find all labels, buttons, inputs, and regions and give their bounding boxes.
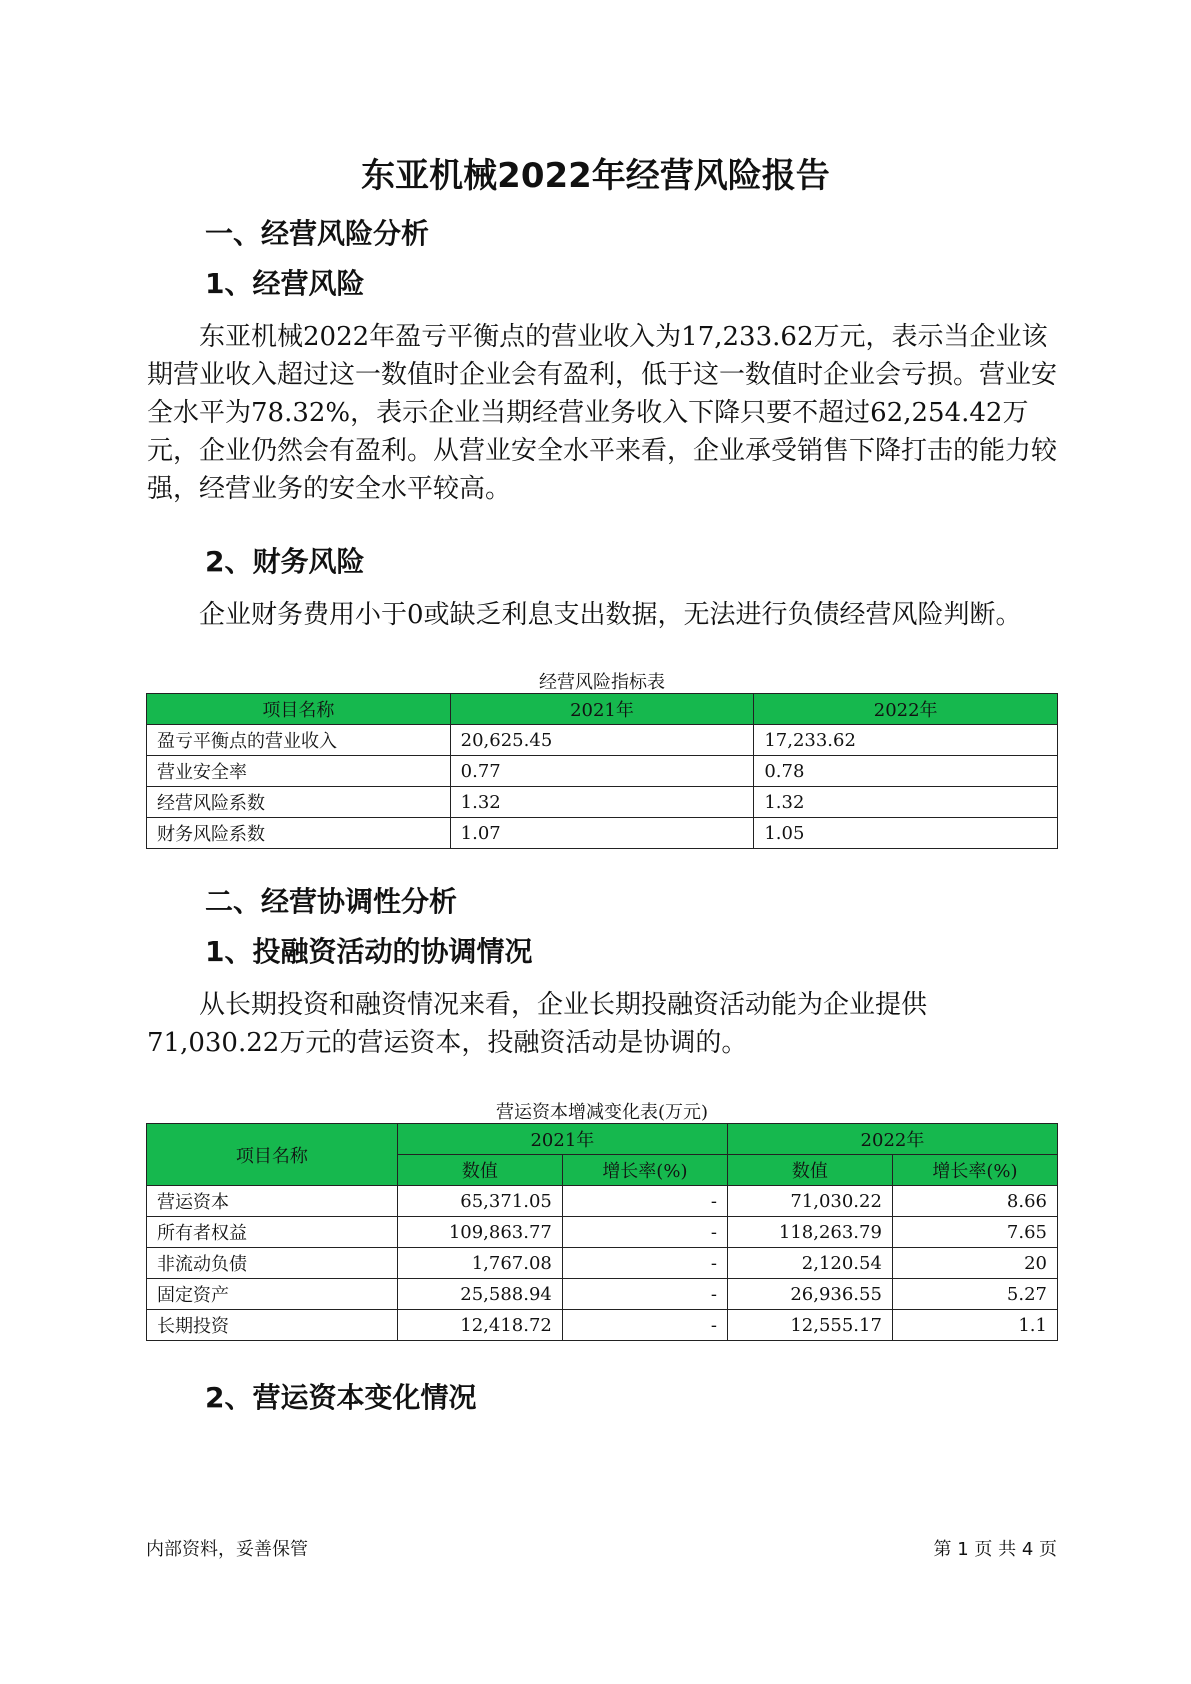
row-label: 财务风险系数 xyxy=(147,818,451,849)
table-row xyxy=(147,725,1058,756)
row-value-2021: 0.77 xyxy=(450,756,754,787)
row-value-2022: 0.78 xyxy=(754,756,1058,787)
row-value-2021: 109,863.77 xyxy=(397,1217,562,1248)
row-rate-2022: 20 xyxy=(892,1248,1057,1279)
header-item-name: 项目名称 xyxy=(147,1124,398,1186)
row-value-2022: 1.05 xyxy=(754,818,1058,849)
table-row xyxy=(147,756,1058,787)
subsection-heading-1-1: 1、经营风险 xyxy=(205,267,365,300)
risk-indicator-table xyxy=(146,693,1058,849)
subheader-value-2021: 数值 xyxy=(397,1155,562,1186)
row-rate-2022: 1.1 xyxy=(892,1310,1057,1341)
subheader-value-2022: 数值 xyxy=(727,1155,892,1186)
header-year-2022: 2022年 xyxy=(727,1124,1057,1155)
table-caption-working-capital: 营运资本增减变化表(万元) xyxy=(495,1102,709,1123)
row-rate-2021: - xyxy=(562,1310,727,1341)
paragraph-operating-risk: 东亚机械2022年盈亏平衡点的营业收入为17,233.62万元，表示当企业该期营业收入超过这一数值时企业会有盈利，低于这一数值时企业会亏损。营业安全水平为78.32%，表示企业当期经营业务收入下降只要不超过62,254.42万元，企业仍然会有盈利。从营业安全水平来看，企业承受销售下降打击的能力较强，经营业务的安全水平较高。 xyxy=(147,322,1058,504)
row-label: 长期投资 xyxy=(147,1310,398,1341)
row-value-2021: 1.32 xyxy=(450,787,754,818)
subsection-heading-2-1: 1、投融资活动的协调情况 xyxy=(205,935,533,968)
header-item-name: 项目名称 xyxy=(147,694,451,725)
row-value-2022: 2,120.54 xyxy=(727,1248,892,1279)
row-value-2021: 12,418.72 xyxy=(397,1310,562,1341)
header-year-2021: 2021年 xyxy=(397,1124,727,1155)
table-row xyxy=(147,1248,1058,1279)
table-row xyxy=(147,818,1058,849)
row-rate-2021: - xyxy=(562,1279,727,1310)
table-row xyxy=(147,1217,1058,1248)
section-heading-1: 一、经营风险分析 xyxy=(205,217,430,250)
table-row xyxy=(147,787,1058,818)
row-label: 经营风险系数 xyxy=(147,787,451,818)
row-value-2022: 71,030.22 xyxy=(727,1186,892,1217)
paragraph-investment-financing: 从长期投资和融资情况来看，企业长期投融资活动能为企业提供71,030.22万元的营运资本，投融资活动是协调的。 xyxy=(147,990,928,1058)
row-label: 营运资本 xyxy=(147,1186,398,1217)
row-value-2021: 1,767.08 xyxy=(397,1248,562,1279)
row-value-2021: 20,625.45 xyxy=(450,725,754,756)
table-row xyxy=(147,1310,1058,1341)
row-rate-2022: 5.27 xyxy=(892,1279,1057,1310)
table-header-row xyxy=(147,694,1058,725)
row-value-2022: 1.32 xyxy=(754,787,1058,818)
row-label: 盈亏平衡点的营业收入 xyxy=(147,725,451,756)
working-capital-table xyxy=(146,1123,1058,1341)
row-label: 固定资产 xyxy=(147,1279,398,1310)
row-value-2021: 25,588.94 xyxy=(397,1279,562,1310)
header-year-2022: 2022年 xyxy=(754,694,1058,725)
subheader-rate-2022: 增长率(%) xyxy=(892,1155,1057,1186)
row-value-2021: 1.07 xyxy=(450,818,754,849)
row-value-2022: 17,233.62 xyxy=(754,725,1058,756)
row-label: 营业安全率 xyxy=(147,756,451,787)
table-caption-risk-indicators: 经营风险指标表 xyxy=(539,672,665,693)
row-value-2022: 12,555.17 xyxy=(727,1310,892,1341)
section-heading-2: 二、经营协调性分析 xyxy=(205,885,458,918)
footer-page-number: 第 1 页 共 4 页 xyxy=(933,1539,1057,1560)
subsection-heading-2-2: 2、营运资本变化情况 xyxy=(205,1381,477,1414)
footer-confidential-note: 内部资料，妥善保管 xyxy=(146,1539,308,1560)
row-rate-2021: - xyxy=(562,1248,727,1279)
row-value-2021: 65,371.05 xyxy=(397,1186,562,1217)
table-row xyxy=(147,1279,1058,1310)
header-year-2021: 2021年 xyxy=(450,694,754,725)
table-header-row xyxy=(147,1124,1058,1155)
table-row xyxy=(147,1186,1058,1217)
row-label: 非流动负债 xyxy=(147,1248,398,1279)
subheader-rate-2021: 增长率(%) xyxy=(562,1155,727,1186)
row-value-2022: 118,263.79 xyxy=(727,1217,892,1248)
row-rate-2021: - xyxy=(562,1186,727,1217)
document-title: 东亚机械2022年经营风险报告 xyxy=(361,156,830,196)
row-value-2022: 26,936.55 xyxy=(727,1279,892,1310)
paragraph-financial-risk: 企业财务费用小于0或缺乏利息支出数据，无法进行负债经营风险判断。 xyxy=(199,600,1022,630)
row-rate-2022: 8.66 xyxy=(892,1186,1057,1217)
row-rate-2022: 7.65 xyxy=(892,1217,1057,1248)
row-label: 所有者权益 xyxy=(147,1217,398,1248)
row-rate-2021: - xyxy=(562,1217,727,1248)
subsection-heading-1-2: 2、财务风险 xyxy=(205,545,365,578)
